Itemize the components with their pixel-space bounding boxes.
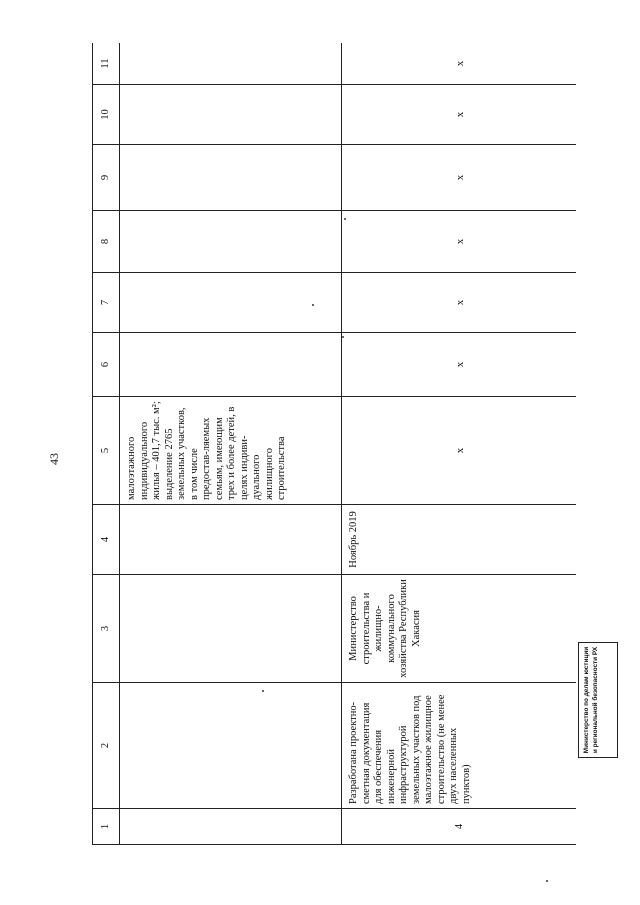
cell-mark: х bbox=[454, 174, 467, 181]
table-row bbox=[120, 43, 342, 845]
header-cell: 7 bbox=[93, 273, 120, 333]
scan-speck bbox=[342, 336, 344, 338]
cell-mark: х bbox=[454, 447, 467, 454]
header-cell: 1 bbox=[93, 809, 120, 845]
row-number: 4 bbox=[454, 823, 466, 830]
cell-mark: х bbox=[454, 361, 467, 368]
scan-speck bbox=[546, 880, 548, 882]
cell-mark: х bbox=[454, 111, 467, 118]
scan-speck bbox=[312, 304, 314, 306]
cell-text: Министерство строительства и жилищно-коммунального хозяйства Республики Хакасия bbox=[348, 579, 422, 678]
header-cell: 4 bbox=[93, 505, 120, 575]
header-row bbox=[93, 43, 120, 845]
header-cell: 10 bbox=[93, 85, 120, 145]
scan-speck bbox=[344, 218, 346, 220]
cell-text: Разработана проектно-сметная документация для обеспечения инженерной инфраструктурой земельных участков под малоэтажное жилищное строительство (не менее двух населенных пунктов) bbox=[348, 694, 472, 804]
header-cell: 2 bbox=[93, 683, 120, 809]
header-cell: 3 bbox=[93, 575, 120, 683]
cell-text: малоэтажного индивидуального жилья – 401,7 тыс. м²; выделение 2765 земельных участков, в том числе предостав-ляемых семьям, имеющим трех и более детей, в целях индиви-дуального жилищного строительства bbox=[126, 401, 287, 500]
cell-mark: х bbox=[454, 238, 467, 245]
measures-table bbox=[92, 43, 576, 845]
header-cell: 9 bbox=[93, 145, 120, 211]
cell-mark: х bbox=[454, 60, 467, 67]
header-cell: 11 bbox=[93, 43, 120, 85]
table-row bbox=[342, 43, 577, 845]
header-cell: 8 bbox=[93, 211, 120, 273]
stamp-text: Министерство по делам юстиции и региональной безопасности РХ bbox=[583, 646, 599, 754]
page-number: 43 bbox=[47, 453, 61, 465]
scan-speck bbox=[262, 690, 264, 692]
header-cell: 6 bbox=[93, 333, 120, 397]
header-cell: 5 bbox=[93, 397, 120, 505]
cell-text: Ноябрь 2019 bbox=[348, 511, 359, 568]
ministry-stamp bbox=[578, 642, 618, 758]
cell-mark: х bbox=[454, 299, 467, 306]
